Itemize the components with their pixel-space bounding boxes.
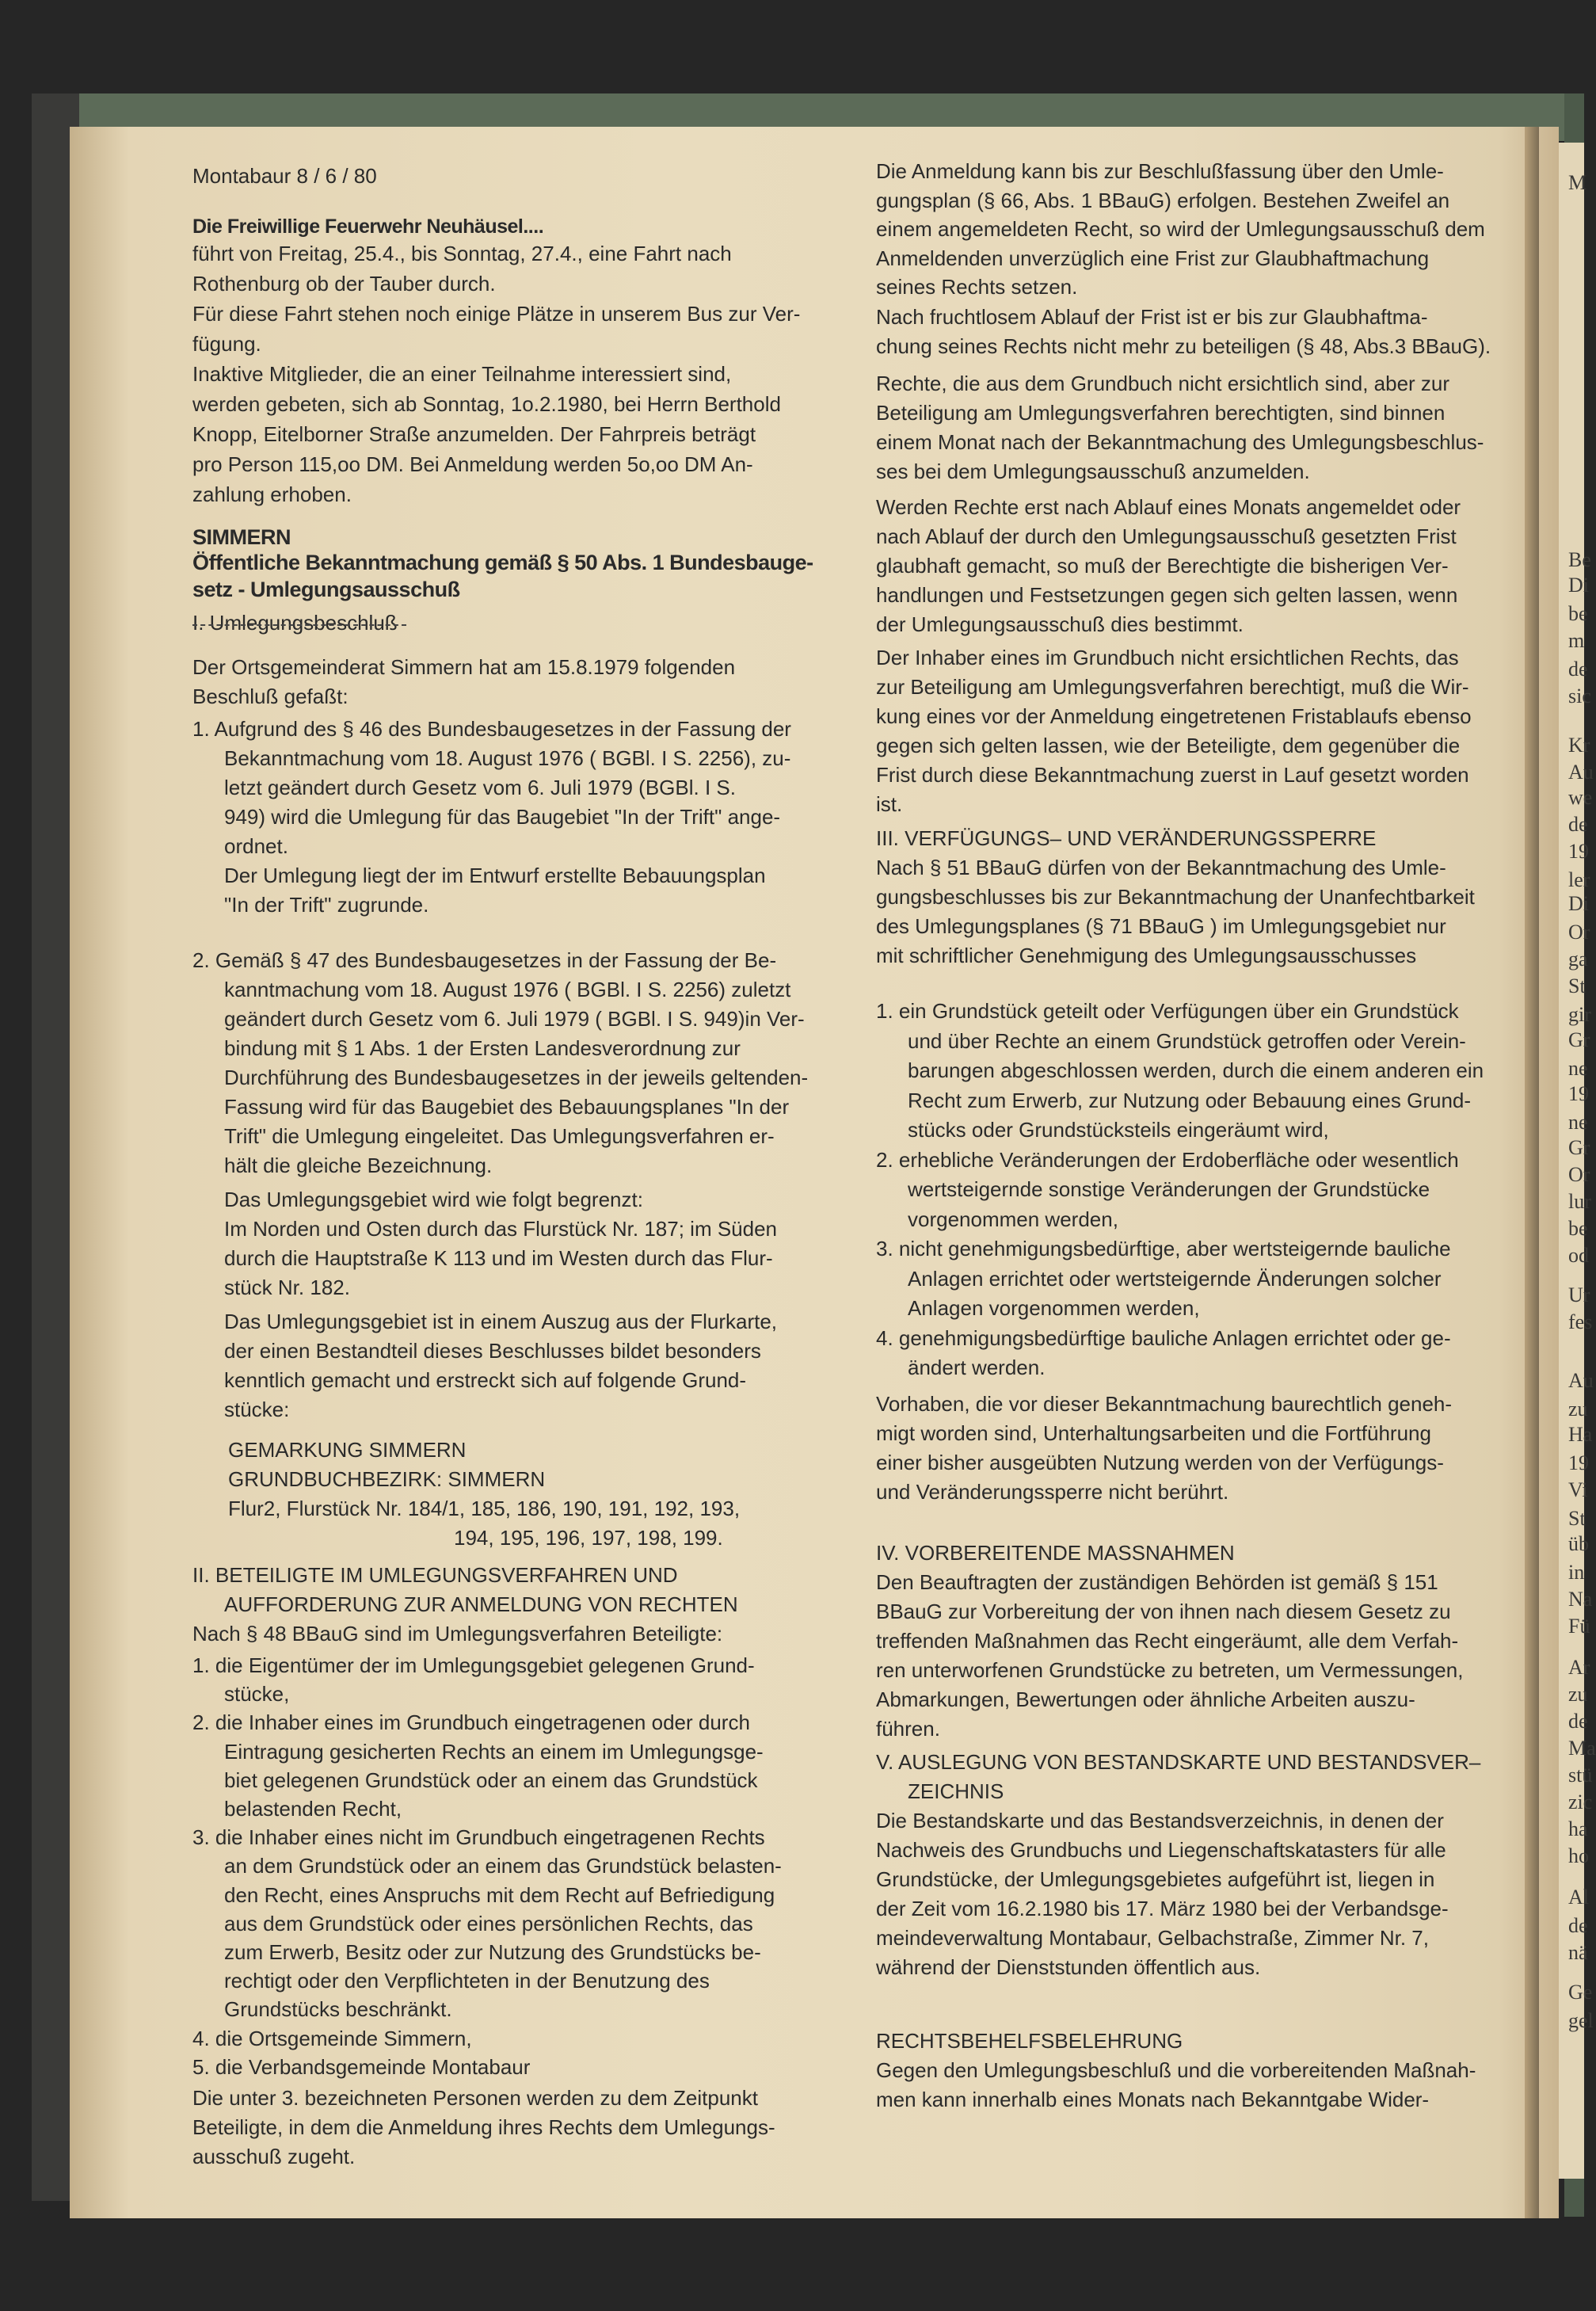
next-page-text: Au bbox=[1568, 761, 1594, 784]
text-line: 949) wird die Umlegung für das Baugebiet "In der Trift" ange- bbox=[224, 805, 781, 829]
text-line: hält die gleiche Bezeichnung. bbox=[224, 1154, 493, 1177]
text-line: bindung mit § 1 Abs. 1 der Ersten Landesverordnung zur bbox=[224, 1036, 741, 1060]
text-line: während der Dienststunden öffentlich aus. bbox=[876, 1955, 1261, 1979]
text-line: Der Ortsgemeinderat Simmern hat am 15.8.1979 folgenden bbox=[192, 655, 736, 679]
next-page-text: 19 bbox=[1568, 840, 1589, 863]
next-page-text: ler bbox=[1568, 868, 1590, 891]
text-line: ändert werden. bbox=[908, 1356, 1046, 1379]
text-line: ordnet. bbox=[224, 834, 288, 858]
text-line: Rechte, die aus dem Grundbuch nicht ersichtlich sind, aber zur bbox=[876, 372, 1450, 395]
text-line: kung eines vor der Anmeldung eingetretenen Fristablaufs ebenso bbox=[876, 704, 1472, 728]
text-line: Die Bestandskarte und das Bestandsverzeichnis, in denen der bbox=[876, 1809, 1444, 1832]
text-line: führt von Freitag, 25.4., bis Sonntag, 27.4., eine Fahrt nach bbox=[192, 242, 732, 265]
next-page-text: ne bbox=[1568, 1057, 1588, 1080]
text-line: Gegen den Umlegungsbeschluß und die vorbereitenden Maßnah- bbox=[876, 2058, 1476, 2082]
next-page-text: Kr bbox=[1568, 734, 1590, 757]
text-line: Recht zum Erwerb, zur Nutzung oder Bebauung eines Grund- bbox=[908, 1088, 1472, 1112]
text-line: seines Rechts setzen. bbox=[876, 275, 1078, 299]
next-page-text: Fü bbox=[1568, 1615, 1590, 1638]
text-line: stücke: bbox=[224, 1398, 290, 1421]
next-page-text: ho bbox=[1568, 1844, 1589, 1867]
text-line: einer bisher ausgeübten Nutzung werden von der Verfügungs- bbox=[876, 1451, 1444, 1474]
next-page-text: zic bbox=[1568, 1790, 1593, 1813]
text-line: aus dem Grundstück oder eines persönlichen Rechts, das bbox=[224, 1911, 753, 1935]
next-page-text: we bbox=[1568, 786, 1593, 809]
text-line: rechtigt oder den Verpflichteten in der Benutzung des bbox=[224, 1969, 710, 1993]
next-page-text: Vi bbox=[1568, 1478, 1588, 1501]
text-line: 4. die Ortsgemeinde Simmern, bbox=[192, 2026, 472, 2050]
text-line: Abmarkungen, Bewertungen oder ähnliche Arbeiten auszu- bbox=[876, 1687, 1415, 1711]
next-page-text: Ge bbox=[1568, 1981, 1593, 2004]
text-line: Nach § 51 BBauG dürfen von der Bekanntmachung des Umle- bbox=[876, 856, 1446, 879]
text-line: AUFFORDERUNG ZUR ANMELDUNG VON RECHTEN bbox=[224, 1592, 738, 1616]
text-line: Knopp, Eitelborner Straße anzumelden. Der Fahrpreis beträgt bbox=[192, 422, 756, 446]
text-line: V. AUSLEGUNG VON BESTANDSKARTE UND BESTANDSVER– bbox=[876, 1750, 1481, 1774]
next-page-text: Be bbox=[1568, 548, 1591, 571]
next-page-text: in bbox=[1568, 1561, 1585, 1584]
text-line: "In der Trift" zugrunde. bbox=[224, 893, 429, 917]
text-line: RECHTSBEHELFSBELEHRUNG bbox=[876, 2029, 1183, 2053]
next-page-text: ne bbox=[1568, 1111, 1588, 1134]
next-page-text: St bbox=[1568, 974, 1586, 997]
text-line: kenntlich gemacht und erstreckt sich auf folgende Grund- bbox=[224, 1368, 747, 1392]
text-line: an dem Grundstück oder an einem das Grundstück belasten- bbox=[224, 1854, 782, 1878]
text-line: ses bei dem Umlegungsausschuß anzumelden. bbox=[876, 460, 1310, 483]
text-line: 1. die Eigentümer der im Umlegungsgebiet gelegenen Grund- bbox=[192, 1653, 755, 1677]
text-line: 2. die Inhaber eines im Grundbuch eingetragenen oder durch bbox=[192, 1710, 750, 1735]
text-line: stück Nr. 182. bbox=[224, 1276, 350, 1299]
next-page-text: St bbox=[1568, 1507, 1586, 1530]
text-line: pro Person 115,oo DM. Bei Anmeldung werden 5o,oo DM An- bbox=[192, 452, 753, 476]
text-line: chung seines Rechts nicht mehr zu beteiligen (§ 48, Abs.3 BBauG). bbox=[876, 334, 1491, 358]
text-line: Fassung wird für das Baugebiet des Bebauungsplanes "In der bbox=[224, 1095, 790, 1119]
text-line: II. BETEILIGTE IM UMLEGUNGSVERFAHREN UND bbox=[192, 1563, 678, 1587]
simmern-town: SIMMERN bbox=[192, 525, 291, 549]
text-line: Grundstücks beschränkt. bbox=[224, 1997, 452, 2022]
text-line: gegen sich gelten lassen, wie der Beteiligte, dem gegenüber die bbox=[876, 734, 1461, 757]
text-line: Der Inhaber eines im Grundbuch nicht ersichtlichen Rechts, das bbox=[876, 646, 1459, 669]
text-line: Im Norden und Osten durch das Flurstück Nr. 187; im Süden bbox=[224, 1217, 778, 1241]
next-page-text: lur bbox=[1568, 1190, 1591, 1213]
text-line: IV. VORBEREITENDE MASSNAHMEN bbox=[876, 1541, 1235, 1565]
text-line: der Zeit vom 16.2.1980 bis 17. März 1980 bei der Verbandsge- bbox=[876, 1897, 1449, 1920]
next-page-text: stü bbox=[1568, 1764, 1593, 1787]
next-page-text: sic bbox=[1568, 685, 1591, 707]
text-line: men kann innerhalb eines Monats nach Bekanntgabe Wider- bbox=[876, 2088, 1430, 2111]
next-page-text: M bbox=[1568, 171, 1587, 194]
next-page-text: zu bbox=[1568, 1398, 1588, 1421]
text-line: zum Erwerb, Besitz oder zur Nutzung des Grundstücks be- bbox=[224, 1940, 761, 1964]
text-line: einem angemeldeten Recht, so wird der Umlegungsausschuß dem bbox=[876, 217, 1485, 241]
next-page-text: de bbox=[1568, 813, 1588, 836]
next-page-text: gel bbox=[1568, 2009, 1594, 2032]
next-page-text: zu bbox=[1568, 1683, 1588, 1706]
text-line: Beteiligung am Umlegungsverfahren berechtigten, sind binnen bbox=[876, 401, 1446, 425]
text-line: Anmeldenden unverzüglich eine Frist zur Glaubhaftmachung bbox=[876, 246, 1430, 270]
text-line: Nach § 48 BBauG sind im Umlegungsverfahren Beteiligte: bbox=[192, 1622, 723, 1646]
next-page-text: Gr bbox=[1568, 1136, 1590, 1159]
text-line: Den Beauftragten der zuständigen Behörden ist gemäß § 151 bbox=[876, 1570, 1438, 1594]
text-line: 3. nicht genehmigungsbedürftige, aber wertsteigernde bauliche bbox=[876, 1237, 1451, 1260]
text-line: wertsteigernde sonstige Veränderungen der Grundstücke bbox=[908, 1177, 1430, 1201]
text-line: Die Anmeldung kann bis zur Beschlußfassung über den Umle- bbox=[876, 159, 1444, 183]
next-page-text: m bbox=[1568, 629, 1585, 652]
text-line: vorgenommen werden, bbox=[908, 1207, 1118, 1231]
section1-underline bbox=[192, 624, 406, 627]
page-gutter-shadow bbox=[1525, 127, 1539, 2218]
text-line: 3. die Inhaber eines nicht im Grundbuch eingetragenen Rechts bbox=[192, 1825, 765, 1850]
next-page-text: de bbox=[1568, 1914, 1588, 1937]
text-line: ausschuß zugeht. bbox=[192, 2145, 356, 2168]
text-line: Die unter 3. bezeichneten Personen werden zu dem Zeitpunkt bbox=[192, 2086, 758, 2110]
section1-title: I. Umlegungsbeschluß bbox=[192, 611, 398, 635]
text-line: 2. erhebliche Veränderungen der Erdoberfläche oder wesentlich bbox=[876, 1147, 1459, 1172]
next-page-text: od bbox=[1568, 1244, 1589, 1267]
text-line: Anlagen vorgenommen werden, bbox=[908, 1296, 1200, 1320]
text-line: Trift" die Umlegung eingeleitet. Das Umlegungsverfahren er- bbox=[224, 1124, 775, 1148]
text-line: Grundstücke, der Umlegungsgebietes aufgeführt ist, liegen in bbox=[876, 1867, 1435, 1891]
text-line: 1. Aufgrund des § 46 des Bundesbaugesetzes in der Fassung der bbox=[192, 717, 791, 741]
next-page-text: 19 bbox=[1568, 1451, 1589, 1474]
text-line: 194, 195, 196, 197, 198, 199. bbox=[454, 1526, 723, 1550]
text-line: Flur2, Flurstück Nr. 184/1, 185, 186, 190, 191, 192, 193, bbox=[228, 1497, 741, 1520]
text-line: Bekanntmachung vom 18. August 1976 ( BGBl. I S. 2256), zu- bbox=[224, 746, 791, 770]
next-page-text: Gr bbox=[1568, 1028, 1590, 1051]
next-page-text: Di bbox=[1568, 892, 1589, 915]
text-line: Rothenburg ob der Tauber durch. bbox=[192, 272, 496, 296]
text-line: GEMARKUNG SIMMERN bbox=[228, 1438, 467, 1462]
text-line: und Veränderungssperre nicht berührt. bbox=[876, 1480, 1229, 1504]
next-page-text: üb bbox=[1568, 1532, 1589, 1555]
next-page-text: de bbox=[1568, 1710, 1588, 1733]
text-line: zahlung erhoben. bbox=[192, 482, 352, 506]
document-page bbox=[70, 127, 1559, 2218]
text-line: stücks oder Grundstücksteils eingeräumt wird, bbox=[908, 1118, 1329, 1142]
next-page-text: de bbox=[1568, 658, 1588, 681]
text-line: letzt geändert durch Gesetz vom 6. Juli 1979 (BGBl. I S. bbox=[224, 776, 736, 799]
text-line: fügung. bbox=[192, 332, 261, 356]
text-line: und über Rechte an einem Grundstück getroffen oder Verein- bbox=[908, 1028, 1466, 1053]
text-line: nach Ablauf der durch den Umlegungsausschuß gesetzten Frist bbox=[876, 524, 1457, 548]
text-line: kanntmachung vom 18. August 1976 ( BGBl. I S. 2256) zuletzt bbox=[224, 978, 791, 1001]
text-line: migt worden sind, Unterhaltungsarbeiten und die Fortführung bbox=[876, 1421, 1431, 1445]
simmern-heading-line2: setz - Umlegungsausschuß bbox=[192, 578, 460, 601]
text-line: ZEICHNIS bbox=[908, 1779, 1004, 1803]
text-line: 5. die Verbandsgemeinde Montabaur bbox=[192, 2054, 531, 2079]
text-line: Beteiligte, in dem die Anmeldung ihres Rechts dem Umlegungs- bbox=[192, 2115, 775, 2139]
next-page-text: fes bbox=[1568, 1310, 1593, 1333]
text-line: der einen Bestandteil dieses Beschlusses bildet besonders bbox=[224, 1339, 761, 1363]
text-line: gungsplan (§ 66, Abs. 1 BBauG) erfolgen. Bestehen Zweifel an bbox=[876, 188, 1450, 212]
next-page-text: Ur bbox=[1568, 1283, 1590, 1306]
text-line: werden gebeten, sich ab Sonntag, 1o.2.1980, bei Herrn Berthold bbox=[192, 392, 781, 416]
text-line: barungen abgeschlossen werden, durch die einem anderen ein bbox=[908, 1058, 1484, 1082]
text-line: glaubhaft gemacht, so muß der Berechtigte die bisherigen Ver- bbox=[876, 554, 1449, 578]
text-line: handlungen und Festsetzungen gegen sich gelten lassen, wenn bbox=[876, 583, 1458, 607]
text-line: Anlagen errichtet oder wertsteigernde Änderungen solcher bbox=[908, 1266, 1442, 1291]
next-page-text: Ha bbox=[1568, 1423, 1593, 1446]
text-line: meindeverwaltung Montabaur, Gelbachstraße, Zimmer Nr. 7, bbox=[876, 1926, 1429, 1950]
text-line: stücke, bbox=[224, 1682, 290, 1707]
text-line: Das Umlegungsgebiet ist in einem Auszug aus der Flurkarte, bbox=[224, 1310, 778, 1333]
text-line: einem Monat nach der Bekanntmachung des Umlegungsbeschlus- bbox=[876, 430, 1484, 454]
text-line: Frist durch diese Bekanntmachung zuerst in Lauf gesetzt worden bbox=[876, 763, 1469, 787]
next-page-text: Ar bbox=[1568, 1656, 1590, 1679]
text-line: geändert durch Gesetz vom 6. Juli 1979 ( BGBl. I S. 949)in Ver- bbox=[224, 1007, 805, 1031]
text-line: 2. Gemäß § 47 des Bundesbaugesetzes in der Fassung der Be- bbox=[192, 948, 777, 972]
text-line: ist. bbox=[876, 792, 903, 816]
text-line: Der Umlegung liegt der im Entwurf erstellte Bebauungsplan bbox=[224, 864, 766, 887]
text-line: den Recht, eines Anspruchs mit dem Recht auf Befriedigung bbox=[224, 1882, 775, 1907]
text-line: Das Umlegungsgebiet wird wie folgt begrenzt: bbox=[224, 1188, 643, 1211]
text-line: führen. bbox=[876, 1717, 940, 1741]
text-line: Nachweis des Grundbuchs und Liegenschaftskatasters für alle bbox=[876, 1838, 1446, 1862]
text-line: gungsbeschlusses bis zur Bekanntmachung der Unanfechtbarkeit bbox=[876, 885, 1475, 909]
next-page-text: ga bbox=[1568, 948, 1588, 971]
page-header: Montabaur 8 / 6 / 80 bbox=[192, 164, 377, 188]
next-page-text: gir bbox=[1568, 1003, 1591, 1026]
text-line: 1. ein Grundstück geteilt oder Verfügungen über ein Grundstück bbox=[876, 999, 1459, 1023]
next-page-text: nä bbox=[1568, 1941, 1588, 1964]
next-page-text: Or bbox=[1568, 1163, 1590, 1186]
text-line: belastenden Recht, bbox=[224, 1797, 402, 1821]
feuerwehr-title: Die Freiwillige Feuerwehr Neuhäusel.... bbox=[192, 215, 544, 238]
next-page-text: be bbox=[1568, 1217, 1588, 1240]
next-page-text: 19 bbox=[1568, 1082, 1589, 1105]
text-line: Eintragung gesicherten Rechts an einem im Umlegungsge- bbox=[224, 1739, 764, 1764]
text-line: 4. genehmigungsbedürftige bauliche Anlagen errichtet oder ge- bbox=[876, 1325, 1451, 1350]
next-page-text: Au bbox=[1568, 1369, 1594, 1392]
next-page-text: Di bbox=[1568, 574, 1589, 597]
simmern-heading-line1: Öffentliche Bekanntmachung gemäß § 50 Abs. 1 Bundesbauge- bbox=[192, 551, 813, 574]
next-page-text: ha bbox=[1568, 1817, 1588, 1840]
text-line: des Umlegungsplanes (§ 71 BBauG ) im Umlegungsgebiet nur bbox=[876, 914, 1446, 938]
text-line: Vorhaben, die vor dieser Bekanntmachung baurechtlich geneh- bbox=[876, 1392, 1453, 1416]
text-line: GRUNDBUCHBEZIRK: SIMMERN bbox=[228, 1467, 546, 1491]
text-line: BBauG zur Vorbereitung der von ihnen nach diesem Gesetz zu bbox=[876, 1600, 1451, 1623]
text-line: Für diese Fahrt stehen noch einige Plätze in unserem Bus zur Ver- bbox=[192, 302, 801, 326]
text-line: biet gelegenen Grundstück oder an einem das Grundstück bbox=[224, 1768, 758, 1792]
text-line: mit schriftlicher Genehmigung des Umlegungsausschusses bbox=[876, 944, 1417, 967]
text-line: treffenden Maßnahmen das Recht eingeräumt, alle dem Verfah- bbox=[876, 1629, 1459, 1653]
text-line: ren unterworfenen Grundstücke zu betreten, um Vermessungen, bbox=[876, 1658, 1464, 1682]
text-line: zur Beteiligung am Umlegungsverfahren berechtigt, muß die Wir- bbox=[876, 675, 1469, 699]
next-page-text: Ma bbox=[1568, 1737, 1596, 1760]
text-line: Durchführung des Bundesbaugesetzes in der jeweils geltenden- bbox=[224, 1066, 809, 1089]
next-page-text: Or bbox=[1568, 921, 1590, 944]
text-line: der Umlegungsausschuß dies bestimmt. bbox=[876, 612, 1244, 636]
text-line: III. VERFÜGUNGS– UND VERÄNDERUNGSSPERRE bbox=[876, 826, 1377, 850]
text-line: durch die Hauptstraße K 113 und im Westen durch das Flur- bbox=[224, 1246, 773, 1270]
text-line: Beschluß gefaßt: bbox=[192, 685, 349, 708]
text-line: Werden Rechte erst nach Ablauf eines Monats angemeldet oder bbox=[876, 495, 1461, 519]
text-line: Nach fruchtlosem Ablauf der Frist ist er bis zur Glaubhaftma- bbox=[876, 305, 1428, 329]
next-page-text: be bbox=[1568, 602, 1588, 625]
next-page-text: Na bbox=[1568, 1588, 1593, 1611]
next-page-text: Al bbox=[1568, 1886, 1589, 1909]
text-line: Inaktive Mitglieder, die an einer Teilnahme interessiert sind, bbox=[192, 362, 732, 386]
